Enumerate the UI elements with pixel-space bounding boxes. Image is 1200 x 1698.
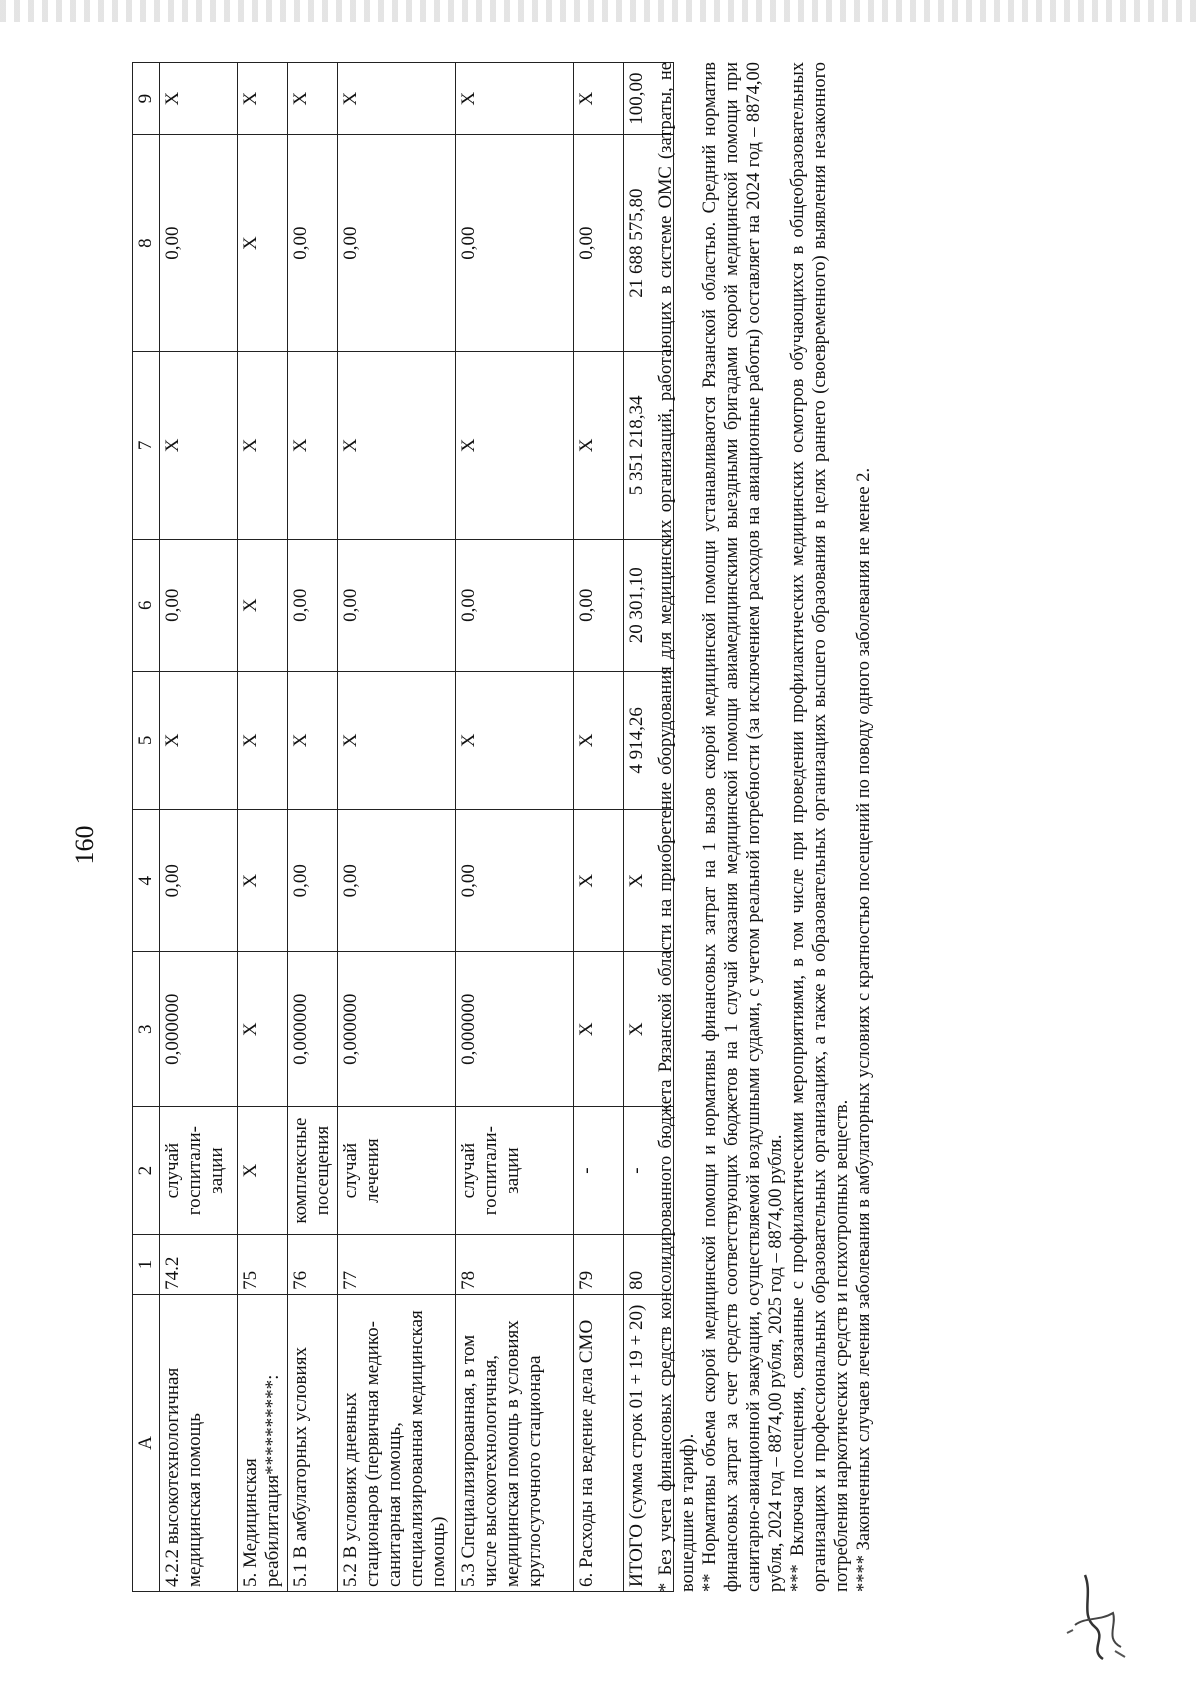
row-label: ИТОГО (сумма строк 01 + 19 + 20) <box>624 1294 674 1591</box>
table-cell: Х <box>238 135 288 352</box>
footnotes <box>655 62 875 1592</box>
table-cell: 0,000000 <box>160 952 238 1107</box>
table-row <box>338 63 456 1592</box>
table-cell: 0,00 <box>456 135 574 352</box>
row-label: 5.3 Специализированная, в том числе высокотехнологичная, медицинская помощь в условиях круглосуточного стационара <box>456 1294 574 1591</box>
table-cell: Х <box>160 671 238 809</box>
row-code: 80 <box>624 1235 674 1295</box>
table-cell: 0,00 <box>574 135 624 352</box>
table-cell: Х <box>624 952 674 1107</box>
table-row <box>574 63 624 1592</box>
table-cell: Х <box>338 671 456 809</box>
row-code: 75 <box>238 1235 288 1295</box>
unit-cell: комплексные посещения <box>288 1107 338 1235</box>
unit-cell: - <box>624 1107 674 1235</box>
footnote: ** Нормативы объема скорой медицинской помощи и нормативы финансовых затрат на 1 вызов скорой медицинской помощи устанавливаются Рязанской областью. Средний норматив финансовых затрат за счет средств соответствующих бюджетов на 1 случай оказания медицинской помощи авиамедицинскими выездными бригадами скорой медицинской помощи при санитарно-авиационной эвакуации, осуществляемой воздушными судами, с учетом реальной потребности (за исключением расходов на авиационные работы) составляет на 2024 год – 8874,00 рубля, 2024 год – 8874,00 рубля, 2025 год – 8874,00 рубля. <box>700 62 786 1592</box>
row-label: 4.2.2 высокотехнологичная медицинская помощь <box>160 1294 238 1591</box>
table-cell: Х <box>456 351 574 539</box>
table-row <box>288 63 338 1592</box>
table-cell: 0,00 <box>160 810 238 952</box>
table-cell: 5 351 218,34 <box>624 351 674 539</box>
table-cell: 100,00 <box>624 63 674 135</box>
table-cell: Х <box>160 351 238 539</box>
table-cell: Х <box>160 63 238 135</box>
unit-cell: - <box>574 1107 624 1235</box>
footnote: *** Включая посещения, связанные с профилактическими мероприятиями, в том числе при проведении профилактических медицинских осмотров обучающихся в общеобразовательных организациях и профессиональных образовательных организациях, а также в образовательных организациях высшего образования в целях раннего (своевременного) выявления незаконного потребления наркотических средств и психотропных веществ. <box>788 62 852 1592</box>
table-cell: 0,00 <box>338 810 456 952</box>
handwritten-signature <box>1055 1555 1145 1675</box>
table-cell: 0,000000 <box>288 952 338 1107</box>
row-code: 77 <box>338 1235 456 1295</box>
table-cell: 0,00 <box>160 135 238 352</box>
footnote: **** Законченных случаев лечения заболевания в амбулаторных условиях с кратностью посещений по поводу одного заболевания не менее 2. <box>854 467 874 1592</box>
table-cell: Х <box>574 952 624 1107</box>
header-cell: 7 <box>133 351 160 539</box>
unit-cell: Х <box>238 1107 288 1235</box>
row-label: 5.1 В амбулаторных условиях <box>288 1294 338 1591</box>
header-cell: 3 <box>133 952 160 1107</box>
row-label: 5. Медицинская реабилитация**********: <box>238 1294 288 1591</box>
header-cell: 8 <box>133 135 160 352</box>
header-cell: 9 <box>133 63 160 135</box>
table-cell: Х <box>456 63 574 135</box>
row-label: 6. Расходы на ведение дела СМО <box>574 1294 624 1591</box>
unit-cell: случай госпитали-зации <box>160 1107 238 1235</box>
rotated-page <box>40 30 1140 1660</box>
table-cell: Х <box>288 63 338 135</box>
table-cell: Х <box>238 810 288 952</box>
table-row <box>238 63 288 1592</box>
table-cell: Х <box>574 810 624 952</box>
table-row <box>456 63 574 1592</box>
header-cell: 2 <box>133 1107 160 1235</box>
unit-cell: случай лечения <box>338 1107 456 1235</box>
table-cell: Х <box>238 952 288 1107</box>
table-cell: 0,00 <box>338 135 456 352</box>
row-label: 5.2 В условиях дневных стационаров (первичная медико-санитарная помощь, специализированная медицинская помощь) <box>338 1294 456 1591</box>
row-code: 78 <box>456 1235 574 1295</box>
scan-edge-artifact <box>0 0 1200 22</box>
table-cell: Х <box>456 671 574 809</box>
financing-table <box>132 62 674 1592</box>
header-cell: А <box>133 1294 160 1591</box>
header-cell: 4 <box>133 810 160 952</box>
table-cell: Х <box>288 671 338 809</box>
table-cell: 0,00 <box>456 810 574 952</box>
table-cell: Х <box>624 810 674 952</box>
table-cell: 21 688 575,80 <box>624 135 674 352</box>
header-cell: 1 <box>133 1235 160 1295</box>
table-cell: Х <box>574 63 624 135</box>
header-row <box>133 63 160 1592</box>
table-cell: 0,00 <box>288 539 338 671</box>
unit-cell: случай госпитали-зации <box>456 1107 574 1235</box>
table-cell: 0,000000 <box>338 952 456 1107</box>
table-cell: 0,00 <box>338 539 456 671</box>
footnote: * Без учета финансовых средств консолидированного бюджета Рязанской области на приобретение оборудования для медицинских организаций, работающих в системе ОМС (затраты, не вошедшие в тариф). <box>656 62 698 1592</box>
table-cell: 0,000000 <box>456 952 574 1107</box>
table-cell: Х <box>238 671 288 809</box>
header-cell: 6 <box>133 539 160 671</box>
table-cell: 0,00 <box>160 539 238 671</box>
row-code: 76 <box>288 1235 338 1295</box>
table-cell: Х <box>574 351 624 539</box>
table-cell: Х <box>238 539 288 671</box>
row-code: 79 <box>574 1235 624 1295</box>
table-cell: Х <box>574 671 624 809</box>
table-cell: 20 301,10 <box>624 539 674 671</box>
table-cell: 0,00 <box>456 539 574 671</box>
table-cell: 4 914,26 <box>624 671 674 809</box>
table-cell: Х <box>238 351 288 539</box>
table-cell: Х <box>238 63 288 135</box>
table-cell: Х <box>338 63 456 135</box>
table-row <box>160 63 238 1592</box>
header-cell: 5 <box>133 671 160 809</box>
page-number: 160 <box>70 825 99 865</box>
row-code: 74.2 <box>160 1235 238 1295</box>
table-cell: Х <box>338 351 456 539</box>
table-cell: 0,00 <box>288 135 338 352</box>
table-cell: 0,00 <box>574 539 624 671</box>
table-cell: 0,00 <box>288 810 338 952</box>
table-cell: Х <box>288 351 338 539</box>
